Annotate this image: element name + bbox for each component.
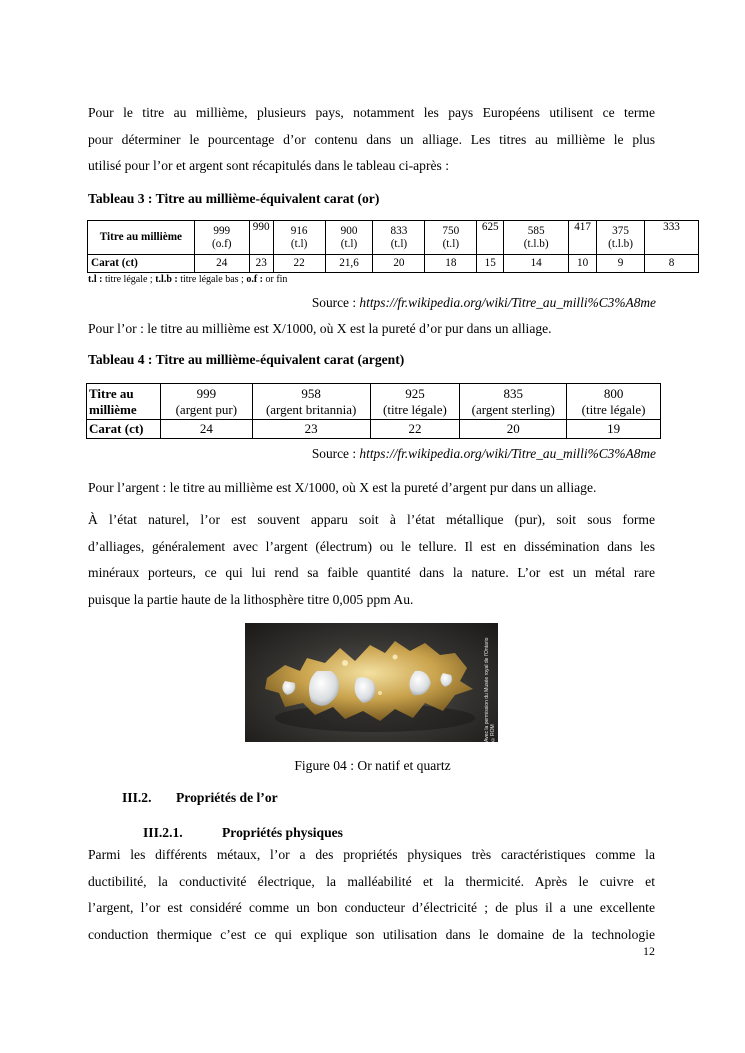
table4-header-carat: Carat (ct) xyxy=(87,420,161,439)
table3-row-carat xyxy=(88,255,699,273)
table3-row-titre xyxy=(88,221,699,255)
table4-cell: 24 xyxy=(160,420,252,439)
table4-cell: 22 xyxy=(370,420,460,439)
table3-cell: 18 xyxy=(425,255,477,273)
natural-line: puisque la partie haute de la lithosphère titre 0,005 ppm Au. xyxy=(88,591,414,607)
table3-cell: 900 (t.l) xyxy=(325,221,373,255)
table3-cell: 585 (t.l.b) xyxy=(504,221,569,255)
table4 xyxy=(86,383,661,439)
table3-cell: 999 (o.f) xyxy=(194,221,249,255)
subsection-number: III.2.1. xyxy=(143,825,183,840)
table3-cell: 750 (t.l) xyxy=(425,221,477,255)
table3-cell: 9 xyxy=(597,255,645,273)
table3-header-titre: Titre au millième xyxy=(88,221,195,255)
table4-cell: 835 (argent sterling) xyxy=(460,384,567,420)
natural-line: d’alliages, généralement avec l’argent (électrum) ou le tellure. Il est en dissémination dans les xyxy=(88,538,655,554)
table3-cell: 21,6 xyxy=(325,255,373,273)
table3-cell: 375 (t.l.b) xyxy=(597,221,645,255)
gold-title-text: Pour l’or : le titre au millième est X/1000, où X est la pureté d’or pur dans un alliage. xyxy=(88,321,552,336)
intro-line: pour déterminer le pourcentage d’or contenu dans un alliage. Les titres au millième le plus xyxy=(88,131,655,147)
natural-line: À l’état naturel, l’or est souvent apparu soit à l’état métallique (pur), soit sous forme xyxy=(88,512,655,527)
physical-line: conduction thermique c’est ce qui explique son utilisation dans le domaine de la technologie xyxy=(88,926,655,942)
table3-cell: 24 xyxy=(194,255,249,273)
table3-cell: 8 xyxy=(645,255,699,273)
table3-notes: t.l : titre légale ; t.l.b : titre légale bas ; o.f : or fin xyxy=(88,274,288,285)
natural-line: minéraux porteurs, ce qui lui rend sa faible quantité dans la nature. L’or est un métal rare xyxy=(88,565,655,580)
table3-source-url: https://fr.wikipedia.org/wiki/Titre_au_milli%C3%A8me xyxy=(356,295,656,310)
table3-caption: Tableau 3 : Titre au millième-équivalent carat (or) xyxy=(88,191,380,206)
section-number: III.2. xyxy=(122,790,152,805)
silver-title-text: Pour l’argent : le titre au millième est X/1000, où X est la pureté d’argent pur dans un alliage. xyxy=(88,480,597,495)
page-number: 12 xyxy=(643,944,655,958)
physical-properties-paragraph xyxy=(88,842,655,948)
table3-cell: 22 xyxy=(273,255,325,273)
table3 xyxy=(87,220,699,273)
table3-header-carat: Carat (ct) xyxy=(88,255,195,273)
table4-header-titre: Titre au millième xyxy=(87,384,161,420)
gold-nugget-illustration xyxy=(245,623,498,742)
table3-cell: 625 xyxy=(477,221,504,255)
subsection-title: Propriétés physiques xyxy=(222,825,343,840)
table4-cell: 958 (argent britannia) xyxy=(252,384,370,420)
intro-paragraph xyxy=(88,100,655,180)
table3-cell: 333 xyxy=(645,221,699,255)
table4-cell: 925 (titre légale) xyxy=(370,384,460,420)
table4-row-carat xyxy=(87,420,661,439)
table3-cell: 20 xyxy=(373,255,425,273)
physical-line: l’argent, l’or est considéré comme un bon conducteur d’électricité ; de plus il a une excellente xyxy=(88,900,655,915)
table4-caption: Tableau 4 : Titre au millième-équivalent carat (argent) xyxy=(88,352,405,367)
table4-row-titre xyxy=(87,384,661,420)
natural-state-paragraph xyxy=(88,507,655,613)
table4-cell: 23 xyxy=(252,420,370,439)
table3-cell: 15 xyxy=(477,255,504,273)
table4-cell: 800 (titre légale) xyxy=(567,384,661,420)
table3-cell: 10 xyxy=(569,255,597,273)
intro-line: utilisé pour l’or et argent sont récapitulés dans le tableau ci-après : xyxy=(88,158,449,173)
table4-source-url: https://fr.wikipedia.org/wiki/Titre_au_milli%C3%A8me xyxy=(356,446,656,461)
table3-cell: 23 xyxy=(249,255,273,273)
native-gold-quartz-photo xyxy=(245,623,498,742)
section-title: Propriétés de l’or xyxy=(176,790,278,805)
table4-cell: 999 (argent pur) xyxy=(160,384,252,420)
table3-cell: 990 xyxy=(249,221,273,255)
table3-cell: 417 xyxy=(569,221,597,255)
table3-cell: 833 (t.l) xyxy=(373,221,425,255)
table4-cell: 20 xyxy=(460,420,567,439)
table3-cell: 14 xyxy=(504,255,569,273)
physical-line: ductibilité, la conductivité électrique, la malléabilité et la thermicité. Après le cuivre et xyxy=(88,873,655,889)
intro-line: Pour le titre au millième, plusieurs pays, notamment les pays Européens utilisent ce terme xyxy=(88,105,655,120)
table4-cell: 19 xyxy=(567,420,661,439)
photo-credit: Avec la permission du Musée royal de l’Ontario ©ROM xyxy=(484,637,496,742)
table3-cell: 916 (t.l) xyxy=(273,221,325,255)
figure-caption: Figure 04 : Or natif et quartz xyxy=(294,758,451,773)
table3-source: Source : https://fr.wikipedia.org/wiki/Titre_au_milli%C3%A8me xyxy=(311,295,656,310)
table4-source: Source : https://fr.wikipedia.org/wiki/Titre_au_milli%C3%A8me xyxy=(311,446,656,461)
physical-line: Parmi les différents métaux, l’or a des propriétés physiques très caractéristiques comme la xyxy=(88,847,655,862)
